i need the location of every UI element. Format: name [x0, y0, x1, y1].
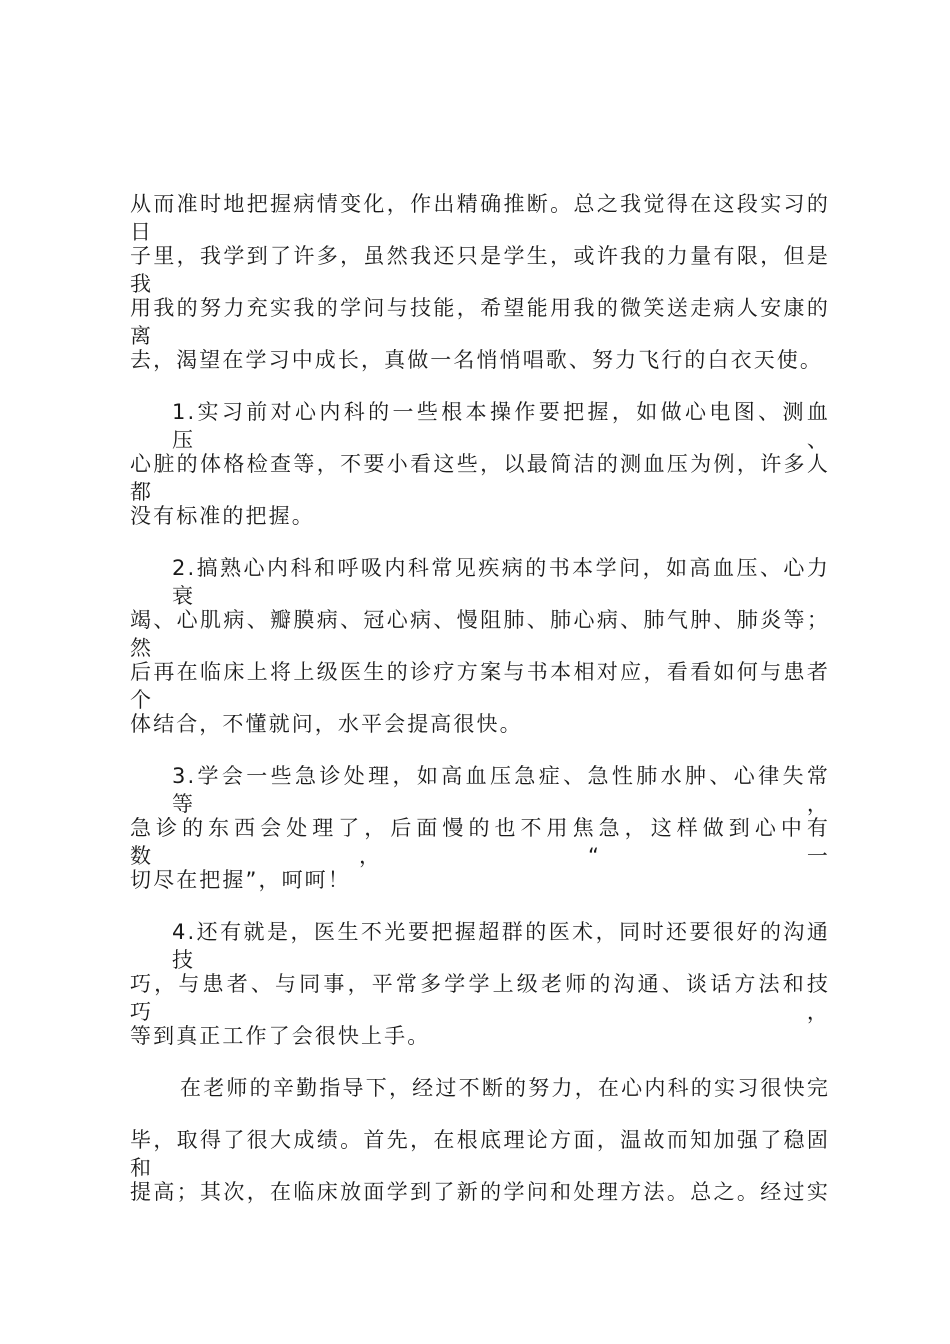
text-line: 巧，与患者、与同事，平常多学学上级老师的沟通、谈话方法和技巧，: [130, 972, 830, 1024]
text-line: 毕，取得了很大成绩。首先，在根底理论方面，温故而知加强了稳固和: [130, 1128, 830, 1180]
text-line: 从而准时地把握病情变化，作出精确推断。总之我觉得在这段实习的日: [130, 192, 830, 244]
text-line: 等到真正工作了会很快上手。: [130, 1024, 431, 1048]
text-line: 竭、心肌病、瓣膜病、冠心病、慢阻肺、肺心病、肺气肿、肺炎等；然: [130, 608, 830, 660]
text-line: 提高；其次，在临床放面学到了新的学问和处理方法。总之。经过实: [130, 1180, 830, 1204]
paragraph-first-line: 在老师的辛勤指导下，经过不断的努力，在心内科的实习很快完: [180, 1076, 830, 1100]
text-line: 后再在临床上将上级医生的诊疗方案与书本相对应，看看如何与患者个: [130, 660, 830, 712]
paragraph-first-line: 1.实习前对心内科的一些根本操作要把握，如做心电图、测血压、: [172, 400, 830, 452]
text-line: 心脏的体格检查等，不要小看这些，以最简洁的测血压为例，许多人都: [130, 452, 830, 504]
text-line: 子里，我学到了许多，虽然我还只是学生，或许我的力量有限，但是我: [130, 244, 830, 296]
paragraph-first-line: 4.还有就是，医生不光要把握超群的医术，同时还要很好的沟通技: [172, 920, 830, 972]
text-line: 没有标准的把握。: [130, 504, 315, 528]
paragraph-first-line: 2.搞熟心内科和呼吸内科常见疾病的书本学问，如高血压、心力衰: [172, 556, 830, 608]
text-line: 用我的努力充实我的学问与技能，希望能用我的微笑送走病人安康的离: [130, 296, 830, 348]
text-line: 去，渴望在学习中成长，真做一名悄悄唱歌、努力飞行的白衣天使。: [130, 348, 823, 372]
text-line: 体结合，不懂就问，水平会提高很快。: [130, 712, 523, 736]
text-line: 切尽在把握”，呵呵！: [130, 868, 351, 892]
text-line: 急诊的东西会处理了，后面慢的也不用焦急，这样做到心中有数，“一: [130, 816, 830, 868]
paragraph-first-line: 3.学会一些急诊处理，如高血压急症、急性肺水肿、心律失常等，: [172, 764, 830, 816]
